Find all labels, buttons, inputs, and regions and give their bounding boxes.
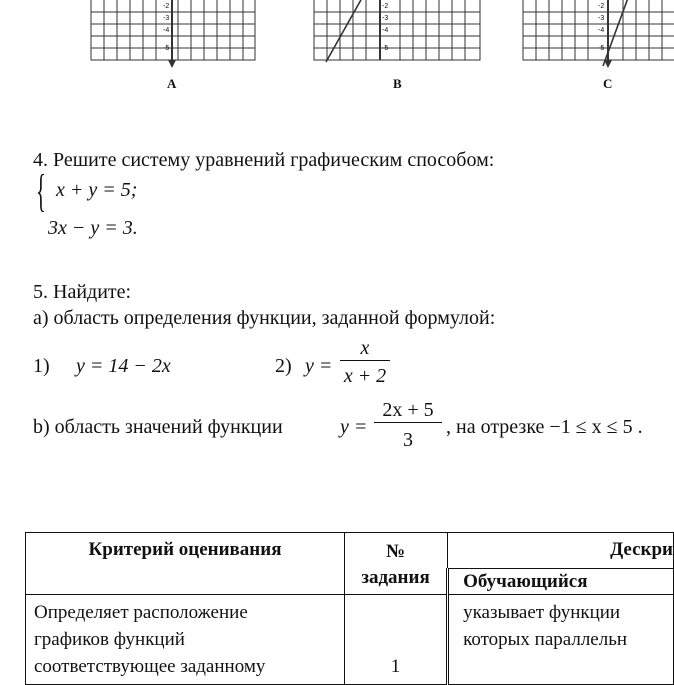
header-task-label: задания [361,567,430,588]
table-row [26,595,674,685]
q5-f2-lhs: y = [305,355,333,377]
graph-label-b: B [393,76,402,91]
graphs-svg [0,0,674,100]
header-descriptor: Дескри [448,533,674,569]
graph-c [523,0,674,68]
q5-f2-numerator: x [360,337,370,359]
q5-f1-number: 1) [33,355,50,377]
q5-fb-lhs: y = [340,416,368,438]
graph-c-tick: -4 [598,27,605,34]
graph-b-tick: -4 [382,27,389,34]
header-criterion: Критерий оценивания [26,533,345,595]
row1-criterion [26,595,345,685]
graph-b [314,0,480,62]
graph-a-tick: -2 [163,3,170,10]
q5-f2-denominator: x + 2 [340,360,390,389]
q5-fb-fraction [374,398,442,454]
graph-b-tick: -2 [382,3,389,10]
q5-fb-tail: , на отрезке −1 ≤ x ≤ 5 . [446,416,643,438]
q5-part-b: b) область значений функции [33,416,283,438]
graph-c-tick: -3 [598,15,605,22]
graph-a-tick: -4 [163,27,170,34]
row1-criterion-line: соответствующее заданному [34,656,266,677]
row1-descriptor-line: указывает функции [463,602,621,623]
q5-f1-formula: y = 14 − 2x [76,355,171,377]
criteria-table [25,532,674,685]
graph-c-line [603,0,628,66]
graph-c-tick: -2 [598,3,605,10]
system-brace: { [36,165,46,216]
q4-eq1: x + y = 5; [56,179,138,201]
graph-a [91,0,255,68]
header-number-sign: № [385,541,406,562]
graph-label-a: A [167,76,177,91]
graph-b-tick: -3 [382,15,389,22]
q5-f2-fraction [340,336,390,389]
q5-part-a: а) область определения функции, заданной формулой: [33,307,496,329]
q5-fb-numerator: 2x + 5 [382,399,434,421]
row1-descriptor [448,595,674,685]
row1-criterion-line: Определяет расположение [34,602,248,623]
q4-eq2: 3x − y = 3. [48,217,138,239]
graph-a-tick: -3 [163,15,170,22]
table-header-row [26,533,674,569]
row1-criterion-line: графиков функций [34,629,185,650]
graph-label-c: C [603,76,613,91]
row1-descriptor-line: которых параллельн [463,629,628,650]
q4-title: 4. Решите систему уравнений графическим способом: [33,149,495,171]
graph-a-tick: -5 [163,45,170,52]
graph-c-tick: -5 [598,45,605,52]
header-task-number [344,533,447,595]
q5-fb-denominator: 3 [374,422,442,454]
row1-task-number: 1 [344,595,447,685]
header-learner: Обучающийся [448,569,674,595]
graph-b-tick: -5 [382,45,389,52]
graph-b-frame [314,0,480,60]
q5-f2-number: 2) [275,355,292,377]
graph-b-line [326,0,362,62]
q5-title: 5. Найдите: [33,281,132,303]
